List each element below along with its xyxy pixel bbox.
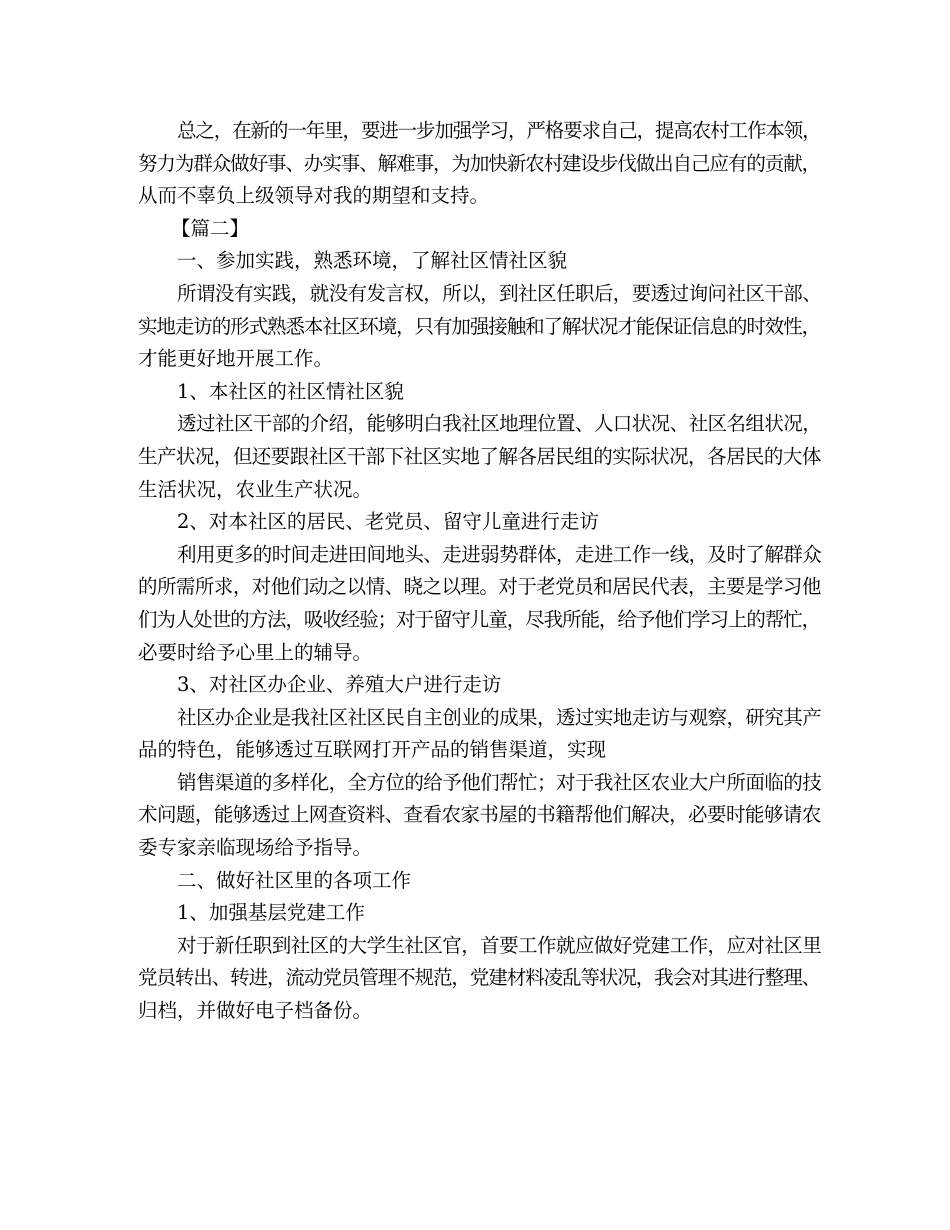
paragraph-line: 术问题，能够透过上网查资料、查看农家书屋的书籍帮他们解决，必要时能够请农 <box>138 803 821 827</box>
paragraph-line: 社区办企业是我社区社区民自主创业的成果，透过实地走访与观察，研究其产 <box>177 705 822 729</box>
section-heading: 二、做好社区里的各项工作 <box>177 868 412 892</box>
paragraph <box>138 278 828 376</box>
paragraph <box>138 539 828 669</box>
section-heading: 一、参加实践，熟悉环境，了解社区情社区貌 <box>177 249 568 273</box>
paragraph-line: 品的特色，能够透过互联网打开产品的销售渠道，实现 <box>138 738 607 762</box>
paragraph-line: 销售渠道的多样化，全方位的给予他们帮忙；对于我社区农业大户所面临的技 <box>177 770 822 794</box>
paragraph-line: 实地走访的形式熟悉本社区环境，只有加强接触和了解状况才能保证信息的时效性， <box>138 314 821 338</box>
paragraph-line: 生产状况，但还要跟社区干部下社区实地了解各居民组的实际状况，各居民的大体 <box>138 444 821 468</box>
section-heading: 1、本社区的社区情社区貌 <box>177 379 404 403</box>
paragraph <box>138 408 828 506</box>
paragraph <box>138 767 828 865</box>
paragraph <box>138 930 828 1028</box>
paragraph <box>138 115 828 213</box>
paragraph-line: 对于新任职到社区的大学生社区官，首要工作就应做好党建工作，应对社区里 <box>177 933 822 957</box>
paragraph-line: 总之，在新的一年里，要进一步加强学习，严格要求自己，提高农村工作本领， <box>177 119 821 142</box>
paragraph-line: 委专家亲临现场给予指导。 <box>138 836 373 860</box>
paragraph-line: 所谓没有实践，就没有发言权，所以，到社区任职后，要透过询问社区干部、 <box>177 281 822 305</box>
paragraph-line: 才能更好地开展工作。 <box>138 347 334 371</box>
paragraph-line: 努力为群众做好事、办实事、解难事，为加快新农村建设步伐做出自己应有的贡献， <box>138 151 821 175</box>
paragraph-line: 利用更多的时间走进田间地头、走进弱势群体，走进工作一线，及时了解群众 <box>177 542 822 566</box>
paragraph <box>138 702 828 767</box>
paragraph-line: 生活状况，农业生产状况。 <box>138 477 373 501</box>
paragraph-line: 透过社区干部的介绍，能够明白我社区地理位置、人口状况、社区名组状况， <box>177 412 822 436</box>
paragraph-line: 必要时给予心里上的辅导。 <box>138 640 373 664</box>
paragraph-line: 从而不辜负上级领导对我的期望和支持。 <box>138 184 490 208</box>
paragraph-line: 党员转出、转进，流动党员管理不规范，党建材料凌乱等状况，我会对其进行整理、 <box>138 966 821 990</box>
section-heading: 3、对社区办企业、养殖大户进行走访 <box>177 673 502 697</box>
section-heading: 1、加强基层党建工作 <box>177 901 365 925</box>
paragraph-line: 归档，并做好电子档备份。 <box>138 999 373 1023</box>
paragraph-line: 的所需所求，对他们动之以情、晓之以理。对于老党员和居民代表，主要是学习他 <box>138 575 821 599</box>
section-heading: 2、对本社区的居民、老党员、留守儿童进行走访 <box>177 510 599 534</box>
document-body <box>138 115 828 1028</box>
part-title: 【篇二】 <box>171 216 250 240</box>
paragraph-line: 们为人处世的方法，吸收经验；对于留守儿童，尽我所能，给予他们学习上的帮忙， <box>138 607 821 631</box>
